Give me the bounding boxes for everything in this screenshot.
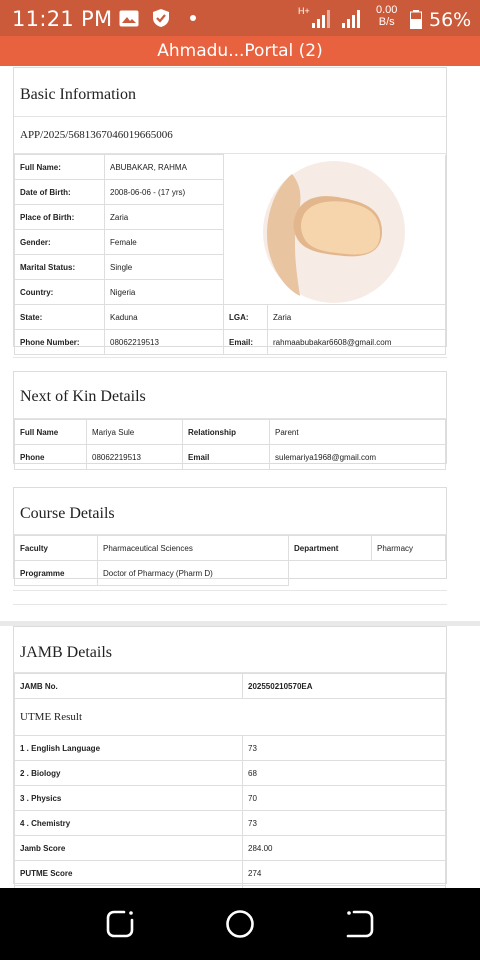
application-number: APP/2025/5681367046019665006 xyxy=(14,117,446,154)
app-title-bar xyxy=(0,36,480,66)
programme-label: Programme xyxy=(15,561,98,586)
table-row xyxy=(15,420,446,445)
subject-score: 73 xyxy=(243,736,446,761)
table-row xyxy=(15,536,446,561)
shield-check-icon xyxy=(151,8,171,28)
kin-email-label: Email xyxy=(183,445,270,470)
table-row xyxy=(15,305,446,330)
signal-icon xyxy=(342,10,364,28)
faculty-value: Pharmaceutical Sciences xyxy=(98,536,289,561)
table-row xyxy=(15,811,446,836)
jamb-details-card xyxy=(13,626,447,884)
email-value: rahmaabubakar6608@gmail.com xyxy=(268,330,446,355)
course-details-table xyxy=(14,535,446,586)
subject-name: 3 . Physics xyxy=(15,786,243,811)
faculty-label: Faculty xyxy=(15,536,98,561)
subject-name: 2 . Biology xyxy=(15,761,243,786)
divider xyxy=(13,590,447,591)
table-row xyxy=(15,330,446,355)
kin-email-value: sulemariya1968@gmail.com xyxy=(270,445,446,470)
department-value: Pharmacy xyxy=(372,536,446,561)
full-name-value: ABUBAKAR, RAHMA xyxy=(105,155,224,180)
system-nav-bar xyxy=(0,888,480,960)
phone-value: 08062219513 xyxy=(105,330,224,355)
divider xyxy=(13,357,447,358)
country-label: Country: xyxy=(15,280,105,305)
lga-value: Zaria xyxy=(268,305,446,330)
app-title: Ahmadu...Portal (2) xyxy=(157,41,323,61)
table-row xyxy=(15,674,446,699)
table-row xyxy=(15,736,446,761)
department-label: Department xyxy=(289,536,372,561)
table-row xyxy=(15,861,446,886)
subject-name: 4 . Chemistry xyxy=(15,811,243,836)
recent-apps-icon[interactable] xyxy=(104,908,136,940)
signal-icon xyxy=(312,10,334,28)
table-row xyxy=(15,699,446,736)
table-row xyxy=(15,786,446,811)
divider xyxy=(13,604,447,605)
network-type: H+ xyxy=(298,6,310,16)
marital-status-label: Marital Status: xyxy=(15,255,105,280)
subject-score: 70 xyxy=(243,786,446,811)
jamb-no-value: 202550210570EA xyxy=(243,674,446,699)
lga-label: LGA: xyxy=(224,305,268,330)
jamb-score-label: Jamb Score xyxy=(15,836,243,861)
jamb-details-title: JAMB Details xyxy=(14,627,446,673)
course-details-title: Course Details xyxy=(14,488,446,535)
notification-dot-icon xyxy=(190,15,196,21)
status-bar xyxy=(0,0,480,36)
subject-score: 73 xyxy=(243,811,446,836)
kin-phone-value: 08062219513 xyxy=(87,445,183,470)
basic-info-title: Basic Information xyxy=(14,68,446,117)
full-name-label: Full Name: xyxy=(15,155,105,180)
home-icon[interactable] xyxy=(224,908,256,940)
table-row xyxy=(15,561,446,586)
profile-photo-placeholder xyxy=(262,160,406,304)
data-rate: 0.00 B/s xyxy=(376,4,398,28)
battery-icon xyxy=(410,10,422,29)
putme-score-label: PUTME Score xyxy=(15,861,243,886)
battery-percent: 56% xyxy=(429,9,472,31)
jamb-no-label: JAMB No. xyxy=(15,674,243,699)
next-of-kin-table xyxy=(14,419,446,470)
dob-label: Date of Birth: xyxy=(15,180,105,205)
page-content[interactable] xyxy=(0,66,480,888)
putme-score-value: 274 xyxy=(243,861,446,886)
table-row xyxy=(15,836,446,861)
programme-value: Doctor of Pharmacy (Pharm D) xyxy=(98,561,289,586)
subject-name: 1 . English Language xyxy=(15,736,243,761)
gallery-icon xyxy=(119,10,139,27)
back-icon[interactable] xyxy=(344,908,376,940)
next-of-kin-title: Next of Kin Details xyxy=(14,372,446,419)
jamb-score-value: 284.00 xyxy=(243,836,446,861)
kin-phone-label: Phone xyxy=(15,445,87,470)
kin-full-name-label: Full Name xyxy=(15,420,87,445)
empty-cell xyxy=(289,561,446,586)
state-value: Kaduna xyxy=(105,305,224,330)
country-value: Nigeria xyxy=(105,280,224,305)
table-row xyxy=(15,761,446,786)
subject-score: 68 xyxy=(243,761,446,786)
course-details-card xyxy=(13,487,447,579)
clock: 11:21 PM xyxy=(12,7,113,31)
marital-status-value: Single xyxy=(105,255,224,280)
jamb-table xyxy=(14,673,446,911)
state-label: State: xyxy=(15,305,105,330)
next-of-kin-card xyxy=(13,371,447,464)
gender-value: Female xyxy=(105,230,224,255)
gender-label: Gender: xyxy=(15,230,105,255)
table-row xyxy=(15,445,446,470)
pob-value: Zaria xyxy=(105,205,224,230)
kin-relationship-label: Relationship xyxy=(183,420,270,445)
kin-full-name-value: Mariya Sule xyxy=(87,420,183,445)
email-label: Email: xyxy=(224,330,268,355)
utme-result-title: UTME Result xyxy=(15,699,446,736)
phone-label: Phone Number: xyxy=(15,330,105,355)
dob-value: 2008-06-06 - (17 yrs) xyxy=(105,180,224,205)
kin-relationship-value: Parent xyxy=(270,420,446,445)
pob-label: Place of Birth: xyxy=(15,205,105,230)
